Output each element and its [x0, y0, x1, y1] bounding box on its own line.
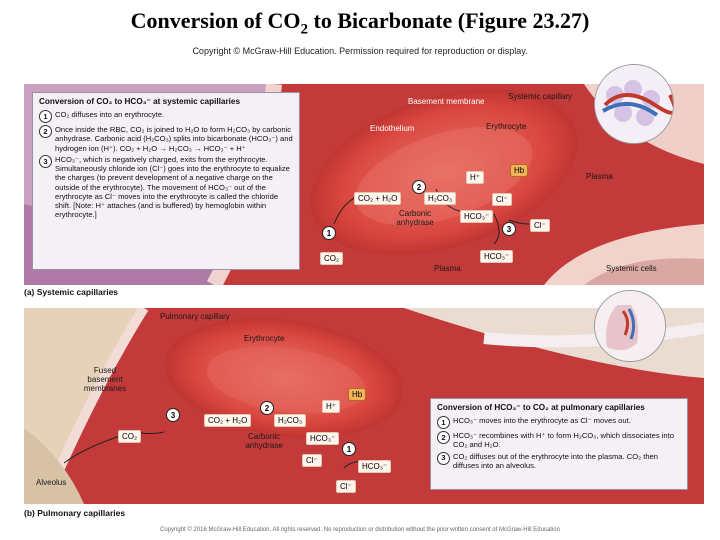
pulmonary-explanation-box: [430, 398, 688, 490]
marker-2-b: 2: [260, 401, 274, 415]
cl-inside-b: Cl⁻: [302, 454, 322, 467]
caption-systemic: (a) Systemic capillaries: [24, 287, 119, 297]
hco3-inside-a: HCO₃⁻: [460, 210, 493, 223]
systemic-explanation-box: [32, 92, 300, 270]
cl-inside-a: Cl⁻: [492, 193, 512, 206]
carbonic-anhydrase-b: Carbonic anhydrase: [245, 432, 283, 451]
endothelium-label: Endothelium: [370, 124, 415, 133]
systemic-capillary-label: Systemic capillary: [508, 92, 573, 101]
marker-1-a: 1: [322, 226, 336, 240]
copyright-notice: Copyright © McGraw-Hill Education. Permission required for reproduction or display.: [192, 46, 528, 56]
hemoglobin-b: Hb: [348, 388, 366, 401]
marker-3-b: 3: [166, 408, 180, 422]
systemic-step-2: 2 Once inside the RBC, CO₂ is joined to H₂O to form H₂CO₃ by carbonic anhydrase. Carbonic acid (H₂CO₃) splits into bicarbonate (HCO₃⁻) and hydrogen ion (H⁺). CO₂ + H₂O → H₂CO₃ → HCO₃⁻ + H⁺: [39, 125, 293, 153]
pulmonary-box-title: Conversion of HCO₃⁻ to CO₂ at pulmonary capillaries: [437, 403, 645, 412]
pulmonary-step-1: 1 HCO₃⁻ moves into the erythrocyte as Cl⁻ moves out.: [437, 416, 681, 429]
hplus-b: H⁺: [322, 400, 340, 413]
marker-3-a: 3: [502, 222, 516, 236]
pulmonary-step-3: 3 CO₂ diffuses out of the erythrocyte into the plasma. CO₂ then diffuses into an alveolus.: [437, 452, 681, 471]
caption-pulmonary: (b) Pulmonary capillaries: [24, 508, 126, 518]
hemoglobin-a: Hb: [510, 164, 528, 177]
marker-1-b: 1: [342, 442, 356, 456]
footer-copyright: Copyright © 2016 McGraw-Hill Education. All rights reserved. No reproduction or distribution without the prior written consent of McGraw-Hill Education: [160, 527, 560, 533]
fused-basement-membranes-label: Fused basement membranes: [83, 366, 127, 394]
carbonic-anhydrase-a: Carbonic anhydrase: [396, 209, 434, 228]
erythrocyte-label-b: Erythrocyte: [244, 334, 285, 343]
reaction-co2-h2o-b: CO₂ + H₂O: [204, 414, 251, 427]
hplus-a: H⁺: [466, 171, 484, 184]
slide-title: Conversion of $CO_2$ to Bicarbonate (Figure 23.27): [130, 8, 590, 38]
pulmonary-capillary-label: Pulmonary capillary: [160, 312, 230, 321]
plasma-label-right: Plasma: [586, 172, 613, 181]
cl-outside-b: Cl⁻: [336, 480, 356, 493]
erythrocyte-label-a: Erythrocyte: [486, 122, 527, 131]
reaction-co2-h2o-a: CO₂ + H₂O: [354, 192, 401, 205]
h2co3-b: H₂CO₃: [274, 414, 306, 427]
systemic-step-1: 1 CO₂ diffuses into an erythrocyte.: [39, 110, 293, 123]
co2-out-b: CO₂: [118, 430, 141, 443]
hco3-outside-a: HCO₃⁻: [480, 250, 513, 263]
co2-outside-a: CO₂: [320, 252, 343, 265]
plasma-label-bottom: Plasma: [434, 264, 461, 273]
systemic-cells-label: Systemic cells: [606, 264, 657, 273]
capillary-bed-inset: [594, 64, 674, 144]
marker-2-a: 2: [412, 180, 426, 194]
cl-outside-a: Cl⁻: [530, 219, 550, 232]
alveolus-label: Alveolus: [36, 478, 67, 487]
pulmonary-step-2: 2 HCO₃⁻ recombines with H⁺ to form H₂CO₃, which dissociates into CO₂ and H₂O.: [437, 431, 681, 450]
h2co3-a: H₂CO₃: [424, 192, 456, 205]
lung-inset: [594, 290, 666, 362]
hco3-outside-b: HCO₃⁻: [358, 460, 391, 473]
hco3-inside-b: HCO₃⁻: [306, 432, 339, 445]
basement-membrane-label: Basement membrane: [408, 97, 485, 106]
systemic-box-title: Conversion of CO₂ to HCO₃⁻ at systemic capillaries: [39, 97, 241, 106]
systemic-step-3: 3 HCO₃⁻, which is negatively charged, exits from the erythrocyte. Simultaneously chloride ion (Cl⁻) goes into the erythrocyte to equalize the charges (to prevent development of a negative charge on the outside of the erythrocyte). The movement of HCO₃⁻ out of the erythrocyte as Cl⁻ moves into the erythrocyte is called the chloride shift. [Note: H⁺ attaches (and is buffered) by hemoglobin within erythrocyte.]: [39, 155, 293, 220]
